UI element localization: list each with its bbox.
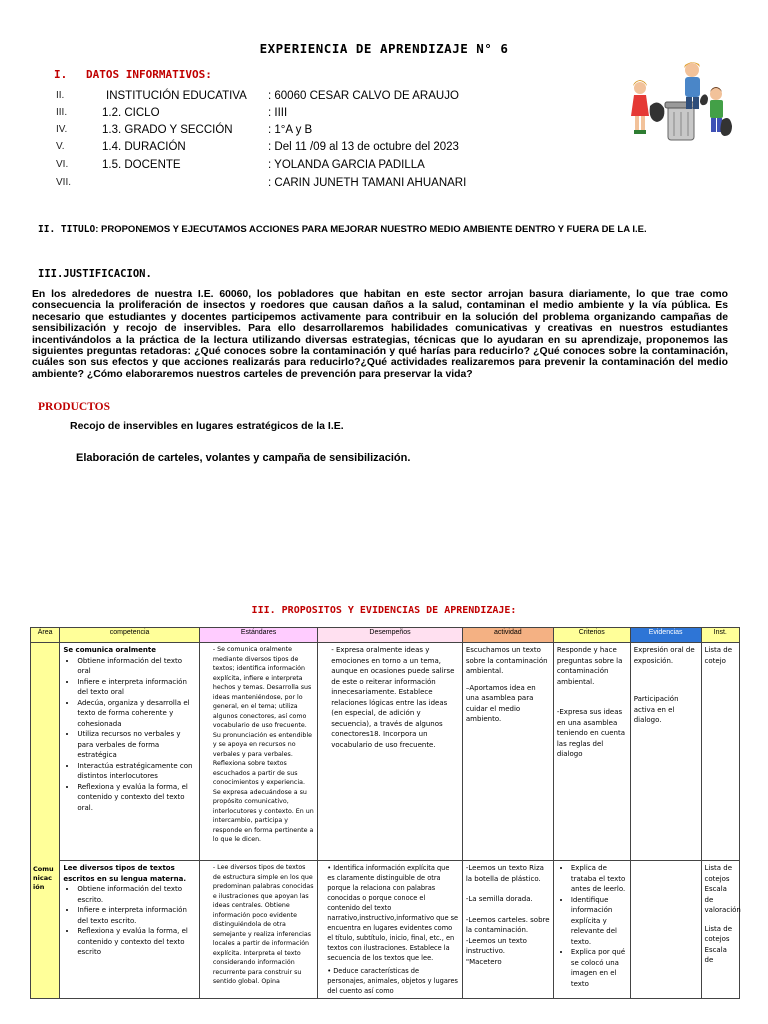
datos-heading-text: DATOS INFORMATIVOS:	[86, 68, 212, 81]
row-number: VII.	[56, 177, 72, 188]
evidencias-item: Participación activa en el dialogo.	[633, 695, 679, 724]
criterios-item: Responde y hace preguntas sobre la contaminación ambiental.	[556, 646, 623, 686]
estandares-cell	[199, 861, 317, 999]
row-value: : 60060 CESAR CALVO DE ARAUJO	[268, 90, 459, 102]
list-item: • Infiere e interpreta información del texto oral	[77, 677, 196, 698]
product-text: Recojo de inservibles en lugares estratégicos de la I.E.	[70, 420, 344, 432]
row-label: 1.5. DOCENTE	[102, 159, 181, 171]
inst-cell	[701, 643, 739, 861]
justificacion-text: En los alrededores de nuestra I.E. 60060, los pobladores que habitan en este sector arrojan basura diariamente, lo que trae como consecuencia la proliferación de insectos y roedores que causan daños a la salud, contaminan el medio ambiente y la vía pública. Es necesario que estudiantes y docentes participemos activamente para contribuir en la solución del problema organizando campañas de sensibilización y recojo de inservibles. Para ello desarrollaremos habilidades comunicativas y creativas en nuestros estudiantes incentivándolos a la práctica de la lectura utilizando diversas estrategias, técnicas que lo ayudaran en su aprendizaje, proponemos las siguientes preguntas retadoras: ¿Qué conoces sobre la contaminación y qué harías para reducirlo? ¿Qué conoces sobre la contaminación, cuáles son sus efectos y que acciones realizarás para reducirlo?¿Qué actividades realizaremos para prevenir la contaminación del medio ambiente? ¿Cómo elaboraremos nuestros carteles de prevención para preservar la vida?	[32, 289, 728, 380]
row-number: VI.	[56, 159, 69, 170]
evidencias-cell	[630, 861, 701, 999]
competencia-title: Se comunica oralmente	[63, 646, 156, 654]
propositos-table	[30, 627, 740, 999]
row-value: : 1°A y B	[268, 124, 313, 136]
list-item: • Infiere e interpreta información del texto escrito.	[77, 905, 196, 926]
propositos-heading: III. PROPOSITOS Y EVIDENCIAS DE APRENDIZAJE:	[251, 605, 517, 616]
actividad-item: Escuchamos un texto sobre la contaminación ambiental.	[465, 646, 548, 675]
header-inst: Inst.	[701, 628, 739, 643]
list-item: • Obtiene información del texto escrito.	[77, 884, 196, 905]
actividad-item: -La semilla dorada.	[465, 895, 533, 903]
row-value: : Del 11 /09 al 13 de octubre del 2023	[268, 141, 459, 153]
actividad-item: -Leemos carteles. sobre la contaminación.	[465, 915, 550, 934]
evidencias-cell	[630, 643, 701, 861]
inst-cell	[701, 861, 739, 999]
row-number: II.	[56, 90, 65, 101]
row-label: 1.3. GRADO Y SECCIÓN	[102, 124, 233, 136]
list-item: • Obtiene información del texto oral	[77, 656, 196, 677]
criterios-item: -Expresa sus ideas en una asamblea teniendo en cuenta las reglas del dialogo	[556, 708, 626, 758]
actividad-item: "Macetero	[465, 957, 502, 966]
row-label: INSTITUCIÓN EDUCATIVA	[106, 90, 247, 102]
estandares-text: - Se comunica oralmente mediante diversos tipos de textos; identifica información explícita, infiere e interpreta hechos y temas. Desarrolla sus ideas manteniéndose, por lo general, en el tema; utiliza algunos conectores, así como vocabulario de uso frecuente. Su pronunciación es entendible y se apoya en recursos no verbales y para verbales. Reflexiona sobre textos escuchados a partir de sus conocimientos y experiencia. Se expresa adecuándose a su propósito comunicativo, interlocutores y contexto. En un intercambio, participa y responde en forma pertinente a lo que le dicen.	[213, 645, 314, 845]
area-label: Comu nicac ión	[33, 865, 54, 891]
row-number: III.	[56, 107, 68, 118]
row-label: 1.4. DURACIÓN	[102, 141, 186, 153]
row-number: V.	[56, 141, 65, 152]
justificacion-heading: III.JUSTIFICACION.	[38, 268, 152, 280]
actividad-item: –Aportamos idea en una asamblea para cuidar el medio ambiento.	[465, 683, 536, 723]
estandares-cell	[199, 643, 317, 861]
header-actividad: actividad	[462, 628, 553, 643]
evidencias-item: Expresión oral de exposición.	[633, 646, 695, 665]
list-item: • Adecúa, organiza y desarrolla el texto de forma coherente y cohesionada	[77, 698, 196, 730]
desempenos-text: - Expresa oralmente ideas y emociones en torno a un tema, aunque en ocasiones puede salirse de este o reiterar información innecesariamente. Establece relaciones lógicas entre las ideas (en especial, de adición y secuencia), a través de algunos conectores18. Incorpora un vocabulario de uso frecuente.	[331, 645, 459, 750]
product-text: Elaboración de carteles, volantes y campaña de sensibilización.	[76, 452, 411, 464]
row-value: : YOLANDA GARCIA PADILLA	[268, 159, 425, 171]
header-evidencias: Evidencias	[630, 628, 701, 643]
list-item: • Interactúa estratégicamente con distintos interlocutores	[77, 761, 196, 782]
list-item: • Utiliza recursos no verbales y para verbales de forma estratégica	[77, 729, 196, 761]
desempenos-cell	[318, 861, 463, 999]
page-title: EXPERIENCIA DE APRENDIZAJE N° 6	[259, 41, 509, 56]
competencia-title: Lee diversos tipos de textos escritos en su lengua materna.	[63, 864, 186, 883]
area-cell	[31, 643, 60, 999]
criterios-item: • Identifique información explícita y relevante del texto.	[571, 895, 627, 948]
competencia-list	[63, 656, 196, 814]
datos-heading	[54, 68, 212, 81]
header-desempenos: Desempeños	[318, 628, 463, 643]
header-criterios: Criterios	[553, 628, 630, 643]
recycling-kids-illustration	[622, 58, 734, 148]
inst-item: Escala de	[704, 945, 727, 964]
competencia-cell	[60, 861, 200, 999]
competencia-list	[63, 884, 196, 958]
table-row	[31, 643, 740, 861]
criterios-item: • Explica por qué se colocó una imagen en el texto	[571, 947, 627, 989]
inst-item: Lista de cotejos	[704, 864, 733, 883]
inst-text: Lista de cotejo	[704, 646, 733, 665]
inst-item: Escala de valoración	[704, 885, 741, 914]
table-row	[31, 861, 740, 999]
header-estandares: Estándares	[199, 628, 317, 643]
titulo-prefix: II. TITULO	[38, 224, 96, 235]
product-item	[40, 420, 344, 432]
inst-item: Lista de cotejos	[704, 924, 733, 943]
row-value: : IIII	[268, 107, 288, 119]
actividad-item: -Leemos un texto Riza la botella de plástico.	[465, 864, 544, 883]
row-label: 1.2. CICLO	[102, 107, 160, 119]
competencia-cell	[60, 643, 200, 861]
estandares-text: - Lee diversos tipos de textos de estructura simple en los que predominan palabras conocidas e ilustraciones que apoyan las ideas centrales. Obtiene información poco evidente distinguiéndola de otra semejante y realiza inferencias locales a partir de información explícita. Interpreta el texto considerando información recurrente para construir su sentido global. Opina	[213, 863, 314, 987]
desempenos-cell	[318, 643, 463, 861]
productos-heading: PRODUCTOS	[38, 401, 110, 413]
header-area: Área	[31, 628, 60, 643]
row-value: : CARIN JUNETH TAMANI AHUANARI	[268, 177, 467, 189]
criterios-cell	[553, 643, 630, 861]
actividad-cell	[462, 861, 553, 999]
desempenos-item: • Identifica información explícita que es claramente distinguible de otra porque la relaciona con palabras conocidas o porque conoce el contenido del texto narrativo,instructivo,informativo que se encuentra en lugares evidentes como el título, subtítulo, inicio, final, etc., en textos con ilustraciones. Establece la secuencia de los textos que lee.	[327, 864, 459, 962]
product-item	[40, 452, 410, 464]
desempenos-item: • Deduce características de personajes, animales, objetos y lugares del cuento así como	[327, 967, 458, 995]
criterios-cell	[553, 861, 630, 999]
header-competencia: competencia	[60, 628, 200, 643]
actividad-item: -Leemos un texto instructivo.	[465, 936, 527, 955]
row-number: IV.	[56, 124, 68, 135]
datos-number: I.	[54, 68, 68, 81]
actividad-cell	[462, 643, 553, 861]
titulo-text: : PROPONEMOS Y EJECUTAMOS ACCIONES PARA MEJORAR NUESTRO MEDIO AMBIENTE DENTRO Y FUERA DE LA I.E.	[95, 224, 647, 235]
list-item: • Reflexiona y evalúa la forma, el contenido y contexto del texto escrito	[77, 926, 196, 958]
table-header-row	[31, 628, 740, 643]
list-item: • Reflexiona y evalúa la forma, el contenido y contexto del texto oral.	[77, 782, 196, 814]
titulo-line	[38, 224, 647, 235]
criterios-item: • Explica de trataba el texto antes de leerlo.	[571, 863, 627, 895]
